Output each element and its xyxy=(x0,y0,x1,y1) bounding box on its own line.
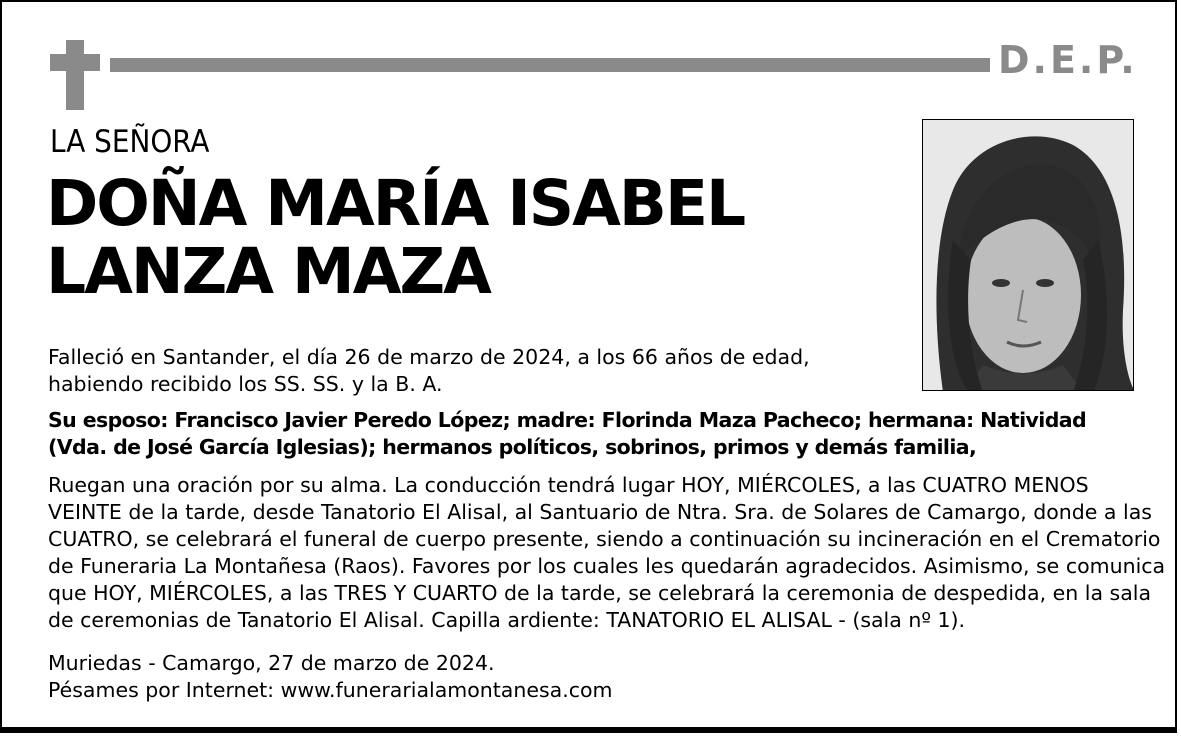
place-date-line: Muriedas - Camargo, 27 de marzo de 2024. xyxy=(48,651,495,675)
portrait-image xyxy=(923,120,1134,391)
cross-icon-horizontal xyxy=(50,54,100,71)
intro-label: LA SEÑORA xyxy=(50,124,210,160)
name-line: LANZA MAZA xyxy=(46,235,490,308)
text-line: habiendo recibido los SS. SS. y la B. A. xyxy=(48,372,443,396)
dep-label: D.E.P. xyxy=(998,38,1138,82)
text-line: Ruegan una oración por su alma. La conducción tendrá lugar HOY, MIÉRCOLES, a las CUATRO MENOS xyxy=(48,473,1089,497)
death-paragraph xyxy=(48,344,908,398)
text-line: que HOY, MIÉRCOLES, a las TRES Y CUARTO de la tarde, se celebrará la ceremonia de despedida, en la sala xyxy=(48,581,1152,605)
text-line: VEINTE de la tarde, desde Tanatorio El Alisal, al Santuario de Ntra. Sra. de Solares de Camargo, donde a las xyxy=(48,500,1152,524)
text-line: Su esposo: Francisco Javier Peredo López; madre: Florinda Maza Pacheco; hermana: Natividad xyxy=(48,408,1087,432)
text-line: (Vda. de José García Iglesias); hermanos políticos, sobrinos, primos y demás familia, xyxy=(48,435,977,459)
name-line: DOÑA MARÍA ISABEL xyxy=(46,167,745,240)
deceased-name xyxy=(46,167,745,308)
ceremony-paragraph xyxy=(48,472,1166,634)
text-line: de ceremonias de Tanatorio El Alisal. Capilla ardiente: TANATORIO EL ALISAL - (sala nº 1). xyxy=(48,608,966,632)
text-line: de Funeraria La Montañesa (Raos). Favores por los cuales les quedarán agradecidos. Asimismo, se comunica xyxy=(48,554,1166,578)
footer-paragraph xyxy=(48,650,948,704)
condolences-line: Pésames por Internet: www.funerarialamontanesa.com xyxy=(48,678,613,702)
family-paragraph xyxy=(48,407,1138,461)
text-line: Falleció en Santander, el día 26 de marzo de 2024, a los 66 años de edad, xyxy=(48,345,810,369)
cross-icon-vertical xyxy=(66,40,84,110)
header-rule xyxy=(110,58,990,72)
portrait-photo xyxy=(922,119,1134,391)
text-line: CUATRO, se celebrará el funeral de cuerpo presente, siendo a continuación su incineración en el Crematorio xyxy=(48,527,1161,551)
